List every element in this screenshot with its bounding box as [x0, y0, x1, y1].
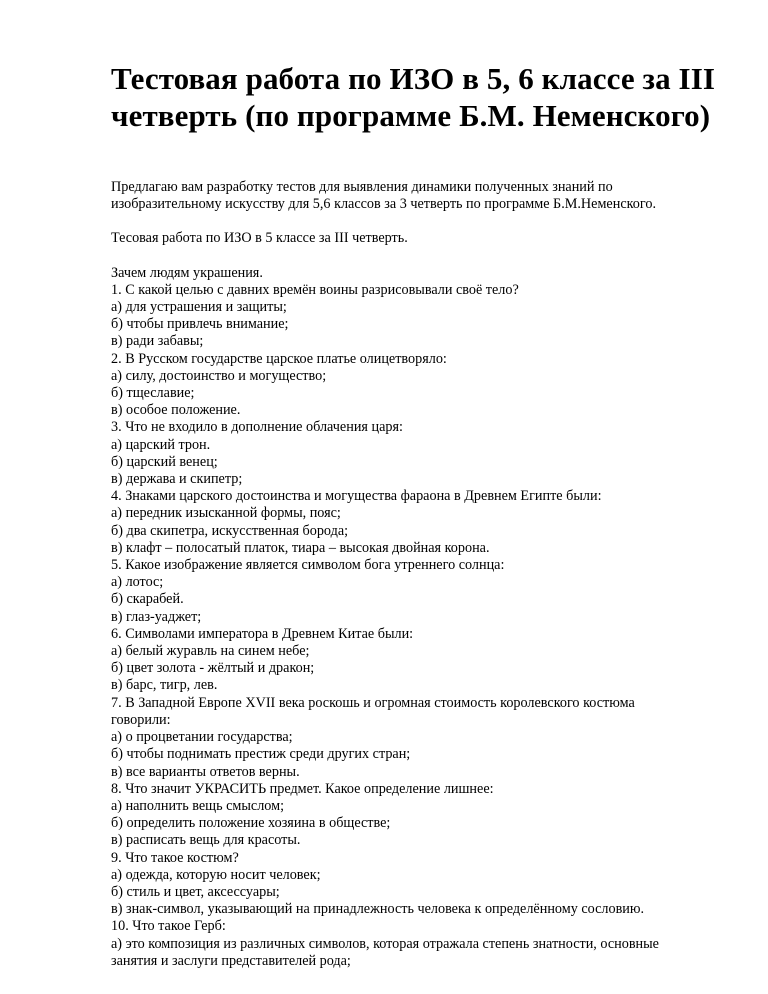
text-line: а) наполнить вещь смыслом; — [111, 797, 285, 814]
text-line: а) лотос; — [111, 574, 164, 591]
text-line: 7. В Западной Европе XVII века роскошь и огромная стоимость королевского костюма — [111, 694, 635, 711]
text-line: в) особое положение. — [111, 402, 241, 419]
text-line: говорили: — [111, 711, 171, 728]
text-line: а) белый журавль на синем небе; — [111, 643, 310, 660]
text-line: в) глаз-уаджет; — [111, 608, 202, 625]
title-line-2: четверть (по программе Б.М. Неменского) — [111, 98, 711, 133]
text-line: а) одежда, которую носит человек; — [111, 866, 321, 883]
text-line: в) ради забавы; — [111, 333, 204, 350]
text-line: 1. С какой целью с давних времён воины разрисовывали своё тело? — [111, 281, 519, 298]
intro-line: Предлагаю вам разработку тестов для выявления динамики полученных знаний по — [111, 179, 613, 195]
text-line: б) тщеславие; — [111, 385, 195, 402]
text-line: 4. Знаками царского достоинства и могущества фараона в Древнем Египте были: — [111, 488, 602, 505]
text-line: а) царский трон. — [111, 436, 211, 453]
text-line: б) определить положение хозяина в обществе; — [111, 815, 391, 832]
text-line: б) чтобы привлечь внимание; — [111, 316, 289, 333]
document-title — [111, 60, 720, 134]
text-line: б) царский венец; — [111, 453, 218, 470]
text-line: 9. Что такое костюм? — [111, 849, 239, 866]
questions-block — [111, 265, 720, 970]
text-line: а) силу, достоинство и могущество; — [111, 367, 327, 384]
title-line-1: Тестовая работа по ИЗО в 5, 6 классе за III — [111, 61, 716, 96]
text-line: 6. Символами императора в Древнем Китае были: — [111, 625, 414, 642]
text-line: б) чтобы поднимать престиж среди других стран; — [111, 746, 411, 763]
intro-paragraph — [111, 179, 720, 213]
text-line: а) это композиция из различных символов, которая отражала степень знатности, основные — [111, 935, 659, 952]
text-line: а) о процветании государства; — [111, 729, 293, 746]
text-line: в) барс, тигр, лев. — [111, 677, 218, 694]
text-line: занятия и заслуги представителей рода; — [111, 952, 351, 969]
text-line: 8. Что значит УКРАСИТЬ предмет. Какое определение лишнее: — [111, 780, 494, 797]
text-line: 10. Что такое Герб: — [111, 918, 226, 935]
text-line: 2. В Русском государстве царское платье олицетворяло: — [111, 350, 447, 367]
text-line: 3. Что не входило в дополнение облачения царя: — [111, 419, 403, 436]
text-line: 5. Какое изображение является символом бога утреннего солнца: — [111, 557, 505, 574]
text-line: в) все варианты ответов верны. — [111, 763, 300, 780]
text-line: в) знак-символ, указывающий на принадлежность человека к определённому сословию. — [111, 901, 645, 918]
text-line: в) держава и скипетр; — [111, 471, 243, 488]
intro-line: изобразительному искусству для 5,6 классов за 3 четверть по программе Б.М.Неменского. — [111, 196, 656, 213]
text-line: в) клафт – полосатый платок, тиара – высокая двойная корона. — [111, 539, 490, 556]
text-line: в) расписать вещь для красоты. — [111, 832, 301, 849]
text-line: б) цвет золота - жёлтый и дракон; — [111, 660, 315, 677]
text-line: б) стиль и цвет, аксессуары; — [111, 883, 280, 900]
test-subtitle: Тесовая работа по ИЗО в 5 классе за III четверть. — [111, 230, 408, 247]
topic-heading: Зачем людям украшения. — [111, 264, 263, 281]
text-line: б) два скипетра, искусственная борода; — [111, 522, 349, 539]
text-line: а) для устрашения и защиты; — [111, 299, 287, 316]
text-line: а) передник изысканной формы, пояс; — [111, 505, 341, 522]
text-line: б) скарабей. — [111, 591, 184, 608]
